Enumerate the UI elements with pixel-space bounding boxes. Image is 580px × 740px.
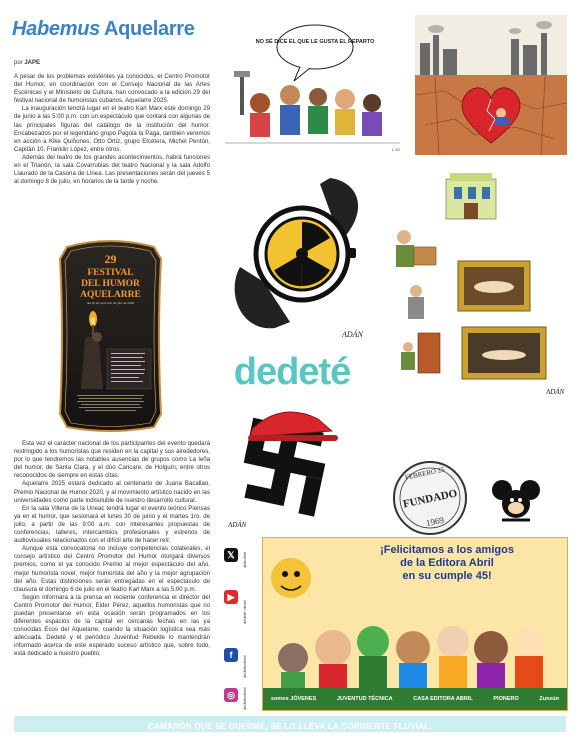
instagram-handle: dedeteoficial xyxy=(242,687,247,710)
logo-casa-editora-abril[interactable]: CASA EDITORA ABRIL xyxy=(413,696,473,702)
poster-line-1: FESTIVAL xyxy=(87,268,134,278)
poster-dates: del 29 de junio al 6 de julio de 2025 xyxy=(86,301,135,305)
byline-prefix: por xyxy=(14,60,23,66)
footer-ticker-text: CAMARÓN QUE SE DUERME, SE LO LLEVA LA CORRIENTE FLUVIAL. xyxy=(147,722,433,731)
x-handle: @dedete xyxy=(242,551,247,568)
article-title xyxy=(12,18,195,41)
ad-headline xyxy=(333,544,561,583)
ad-headline-line-2: de la Editora Abril xyxy=(400,557,494,569)
svg-text:L·62: L·62 xyxy=(392,147,401,152)
stamp-middle-text: FUNDADO xyxy=(402,487,459,511)
signature-adan-1: ADÁN xyxy=(342,330,363,339)
article-column-2 xyxy=(14,440,210,659)
door-and-worker xyxy=(401,333,440,373)
paragraph: Según informara a la prensa en reciente conferencia el director del Centro Promotor del Humor, Eider Pérez, aquellos humoristas que no puedan presentarse en esta ocasión serán programados en los diferentes espacios de la capital en cercanas fechas en las ya conocidas Ecos del Aquelarre, cuando la situación logística sea más adecuada. Dedeté y el periódico Juventud Rebelde lo mantendrán informado acerca de este esperado suceso artístico que, sobre todo, está dedicado a nuestro pueblo. xyxy=(14,593,210,658)
title-part-2: Aquelarre xyxy=(103,18,195,40)
logo-somos-jovenes[interactable]: somos JÓVENES xyxy=(271,696,317,702)
stamp-bottom-text: 1969 xyxy=(425,514,445,529)
logo-juventud-tecnica[interactable]: JUVENTUD TÉCNICA xyxy=(336,696,393,702)
painting-frame-1 xyxy=(458,261,530,311)
worker-carrying-box xyxy=(396,230,436,267)
ad-headline-line-1: ¡Felicitamos a los amigos xyxy=(380,544,514,556)
cartoon-radioactive-watch xyxy=(220,172,380,342)
x-icon[interactable]: 𝕏 xyxy=(224,548,238,562)
dedete-logo: dedeté xyxy=(233,351,351,393)
cartoon-cap-swastika xyxy=(222,395,392,535)
article-column-1 xyxy=(14,73,210,186)
facebook-handle: dedeteoficial xyxy=(242,655,247,678)
byline xyxy=(14,60,40,66)
stamp-top-text: FEBRERO 25 xyxy=(404,465,446,482)
cartoon-crowd xyxy=(220,15,406,155)
crowd-figures xyxy=(234,71,382,137)
facebook-icon[interactable]: f xyxy=(224,648,238,662)
signature-adan-3: ADÁN xyxy=(546,388,565,396)
ad-headline-line-3: en su cumple 45! xyxy=(402,570,492,582)
title-part-1: Habemus xyxy=(12,18,100,40)
social-strip xyxy=(224,540,248,710)
youtube-handle: dedeté oficial xyxy=(242,600,247,624)
instagram-icon[interactable]: ◎ xyxy=(224,688,238,702)
paragraph: Aunque esta convocatoria no incluye competencias colaterales, el consejo artístico del Centro Promotor del Humor otorgará diversos premios, como el ya conocido Premio al mejor espectáculo del año, mejor humorista novel, mejor humorista del año y la mejor agrupación del año. Estas distinciones serán entregadas en el espectáculo de clausura el domingo 6 de julio en el teatro Karl Marx a las 5:00 p.m. xyxy=(14,545,210,593)
paragraph: En la sala Villena de la Uneac tendrá lugar el evento teórico Piensas ya en el humor, que sesionará el lunes 30 de junio y el martes 1ro. de julio, a partir de las 9:00 a.m. con interesantes propuestas de conferencias, talleres, intercambios profesionales y estrenos de audiovisuales relacionados con el difícil arte de hacer reír. xyxy=(14,504,210,545)
editora-abril-ad xyxy=(262,537,568,711)
poster-number: 29 xyxy=(104,252,117,266)
speech-bubble-text: NO SÉ DICE EL QUE LE GUSTA EL REPARTO xyxy=(255,39,375,45)
logo-pionero[interactable]: PIONERO xyxy=(493,696,519,702)
poster-line-3: AQUELARRE xyxy=(80,290,141,300)
youtube-icon[interactable]: ▶ xyxy=(224,590,238,604)
paragraph: La inauguración tendrá lugar en el teatro Karl Marx este domingo 29 de junio a las 5:00 p.m. con un espectáculo que contará con algunas de las principales figuras del catálogo de la institución del humor. Encabezados por el legendario grupo Pagola la Paga, también veremos en acción a Kike Quiñones, Otto Ortiz, grupo Etcétera, Michel Pentón, Capitán 10, Franklin López, entre otros. xyxy=(14,105,210,153)
paragraph: Aquelarre 2025 estará dedicado al centenario de Juana Bacallao, Premio Nacional de Humor 2020, y al movimiento artístico nacido en las universidades como parte indisoluble de nuestro desarrollo cultural. xyxy=(14,480,210,504)
poster-line-2: DEL HUMOR xyxy=(81,279,140,289)
logo-zunzun[interactable]: Zunzún xyxy=(539,696,559,702)
mascot-mouse-icon xyxy=(486,470,546,530)
worker-looking xyxy=(408,285,424,319)
signature-adan-2: ADÁN xyxy=(228,521,247,529)
ad-logos-row xyxy=(271,690,559,708)
author-name: JAPE xyxy=(24,60,41,66)
cartoon-museum-paintings xyxy=(388,165,568,397)
colonial-building xyxy=(446,173,496,219)
footer-ticker xyxy=(14,716,566,732)
paragraph: Esta vez el carácter nacional de los participantes del evento quedará restringido a los humoristas que residen en la capital y sus alrededores, por lo que tendremos las notables ausencias de grupos como La leña del humor, de Santa Clara, y el dúo Caricare, de Holguín, entre otros reconocidos de siempre en estas citas. xyxy=(14,440,210,480)
festival-poster xyxy=(57,239,164,432)
fundado-stamp xyxy=(390,457,470,539)
cartoon-heart-desert xyxy=(415,15,567,155)
painting-frame-2 xyxy=(462,327,546,379)
paragraph: Además del teatro de los grandes acontecimientos, habrá funciones en el Trianón, la sala Covarrubias del teatro Nacional y la sala Adolfo Llauradó de la Casona de Línea. Las presentaciones serán del jueves 5 al domingo 8 de julio, en horarios de la tarde y noche. xyxy=(14,153,210,186)
paragraph: A pesar de los problemas existentes ya conocidos, el Centro Promotor del Humor, en coordinación con el Consejo Nacional de las Artes Escénicas y el Ministerio de Cultura, han convocado a la edición 29 del festival nacional de humoristas cubanos, Aquelarre 2025. xyxy=(14,73,210,105)
